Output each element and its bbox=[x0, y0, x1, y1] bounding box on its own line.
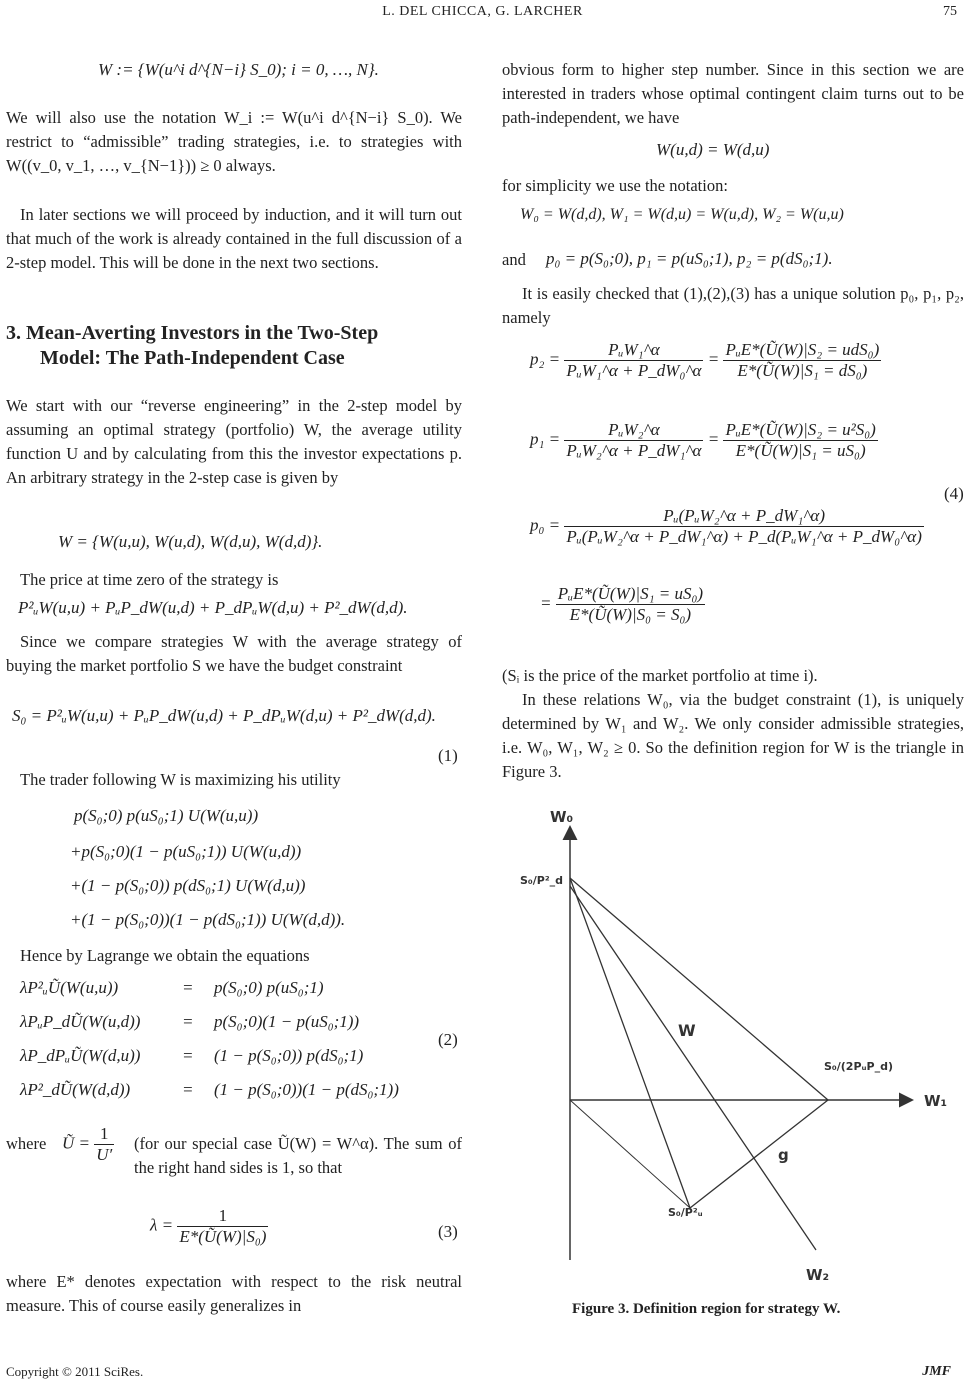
paragraph-e-star: where E* denotes expectation with respect to the risk neutral measure. This of course easily generalizes in bbox=[6, 1272, 462, 1315]
lagrange-lhs-2: λPᵤP_dŨ(W(u,d)) bbox=[20, 1012, 141, 1031]
equation-lambda: λ = $\frac{1}{\text{E*(Ũ(W)|S₀)}}$ bbox=[150, 1206, 267, 1246]
equation-u-tilde: Ũ = $\frac{1}{U'}$ bbox=[62, 1124, 113, 1164]
equation-number-3: (3) bbox=[438, 1222, 458, 1241]
equation-number-1: (1) bbox=[438, 746, 458, 765]
paragraph-relations: In these relations W₀, via the budget constraint (1), is uniquely determined by W₁ and W₂. We only consider admissible strategies, i.e. W₀, W₁, W₂ ≥ 0. So the definition region for W is the triangle in Figure 3. bbox=[502, 690, 964, 781]
journal-name: JMF bbox=[922, 1364, 951, 1379]
right-intercept-label: S₀/(2PᵤP_d) bbox=[824, 1060, 893, 1073]
equation-p2: p₂ = $\frac{\text{PᵤW₁\textasciicircum{}α}}{\text{PᵤW₁\textasciicircum{}α + P\_dW₀\textasciicircum{}α}}$ = $\frac{\text{PᵤE*(Ũ(W)|S₂ = udS₀)}}{\text{E*(Ũ(W)|S₁ = dS₀)}}$ bbox=[530, 340, 880, 380]
bottom-intercept-label: S₀/P²ᵤ bbox=[668, 1206, 703, 1219]
paragraph-si: (Sᵢ is the price of the market portfolio at time i). bbox=[502, 666, 818, 685]
equation-number-2: (2) bbox=[438, 1030, 458, 1049]
triangle-edge-top bbox=[570, 878, 828, 1100]
w1-axis-label: W₁ bbox=[924, 1092, 948, 1110]
equation-p-notation: p₀ = p(S₀;0), p₁ = p(uS₀;1), p₂ = p(dS₀;1). bbox=[546, 249, 833, 268]
word-where: where bbox=[6, 1134, 47, 1153]
equation-number-4: (4) bbox=[944, 484, 964, 503]
word-and: and bbox=[502, 250, 526, 269]
utility-line-4: +(1 − p(S₀;0))(1 − p(dS₀;1)) U(W(d,d)). bbox=[70, 910, 346, 929]
w0-axis-label: W₀ bbox=[550, 808, 574, 826]
equation-w-definition: W := {W(u^i d^{N−i} S_0); i = 0, …, N}. bbox=[98, 60, 379, 79]
utility-line-3: +(1 − p(S₀;0)) p(dS₀;1) U(W(d,u)) bbox=[70, 876, 306, 895]
triangle-edge-diag bbox=[570, 878, 690, 1208]
paragraph-unique-solution: It is easily checked that (1),(2),(3) has a unique solution p₀, p₁, p₂, namely bbox=[502, 284, 964, 327]
equation-p0-expectation: = $\frac{\text{PᵤE*(Ũ(W)|S₁ = uS₀)}}{\text{E*(Ũ(W)|S₀ = S₀)}}$ bbox=[540, 584, 704, 624]
utility-line-2: +p(S₀;0)(1 − p(uS₀;1)) U(W(u,d)) bbox=[70, 842, 302, 861]
figure-definition-region bbox=[506, 800, 960, 1290]
paragraph-price: The price at time zero of the strategy is bbox=[20, 570, 279, 589]
line-g-label: g bbox=[778, 1146, 789, 1164]
equation-path-independent: W(u,d) = W(d,u) bbox=[656, 140, 770, 159]
equation-budget: S₀ = P²ᵤW(u,u) + PᵤP_dW(u,d) + P_dPᵤW(d,u) + P²_dW(d,d). bbox=[12, 706, 436, 725]
paragraph-notation: We will also use the notation W_i := W(u^i d^{N−i} S_0). We restrict to “admissible” trading strategies, i.e. to strategies with W((v_0, v_1, …, v_{N−1})) ≥ 0 always. bbox=[6, 108, 462, 175]
paragraph-simplicity: for simplicity we use the notation: bbox=[502, 176, 728, 195]
figure-caption: Figure 3. Definition region for strategy W. bbox=[572, 1301, 841, 1317]
paragraph-budget: Since we compare strategies W with the average strategy of buying the market portfolio S we have the budget constraint bbox=[6, 632, 462, 675]
paragraph-trader: The trader following W is maximizing his utility bbox=[20, 770, 341, 789]
paragraph-lagrange: Hence by Lagrange we obtain the equations bbox=[20, 946, 310, 965]
w2-axis-label: W₂ bbox=[806, 1266, 830, 1284]
top-intercept-label: S₀/P²_d bbox=[520, 874, 564, 887]
equation-price: P²ᵤW(u,u) + PᵤP_dW(u,d) + P_dPᵤW(d,u) + P²_dW(d,d). bbox=[18, 598, 408, 617]
equation-p0: p₀ = $\frac{\text{Pᵤ(PᵤW₂\textasciicircum{}α + P\_dW₁\textasciicircum{}α)}}{\text{Pᵤ(PᵤW₂\textasciicircum{}α + P\_dW₁\textasciicircum{}α) + P\_d(PᵤW₁\textasciicircum{}α + P\_dW₀\textasciicircum{}α)}}$ bbox=[530, 506, 922, 546]
triangle-edge-bottom bbox=[690, 1100, 828, 1208]
utility-line-1: p(S₀;0) p(uS₀;1) U(W(u,u)) bbox=[74, 806, 259, 825]
lagrange-rhs-4: (1 − p(S₀;0))(1 − p(dS₀;1)) bbox=[214, 1080, 399, 1099]
paragraph-path-independent: obvious form to higher step number. Since in this section we are interested in traders whose optimal contingent claim turns out to be path-independent, we have bbox=[502, 60, 964, 127]
lagrange-rhs-1: p(S₀;0) p(uS₀;1) bbox=[214, 978, 324, 997]
running-header: L. DEL CHICCA, G. LARCHER bbox=[382, 4, 583, 19]
region-label: W bbox=[678, 1021, 696, 1040]
equation-p1: p₁ = $\frac{\text{PᵤW₂\textasciicircum{}α}}{\text{PᵤW₂\textasciicircum{}α + P\_dW₁\textasciicircum{}α}}$ = $\frac{\text{PᵤE*(Ũ(W)|S₂ = u²S₀)}}{\text{E*(Ũ(W)|S₁ = uS₀)}}$ bbox=[530, 420, 876, 460]
lagrange-lhs-4: λP²_dŨ(W(d,d)) bbox=[20, 1080, 131, 1099]
lagrange-rhs-2: p(S₀;0)(1 − p(uS₀;1)) bbox=[214, 1012, 360, 1031]
lagrange-rhs-3: (1 − p(S₀;0)) p(dS₀;1) bbox=[214, 1046, 364, 1065]
equation-w-notation: W₀ = W(d,d), W₁ = W(d,u) = W(u,d), W₂ = W(u,u) bbox=[520, 206, 844, 223]
section-heading-line-1: 3. Mean-Averting Investors in the Two-Step bbox=[6, 322, 379, 344]
equation-strategy: W = {W(u,u), W(u,d), W(d,u), W(d,d)}. bbox=[58, 532, 323, 551]
section-heading-line-2: Model: The Path-Independent Case bbox=[40, 347, 345, 369]
paragraph-reverse-engineering: We start with our “reverse engineering” in the 2-step model by assuming an optimal strategy (portfolio) W, the average utility function U and by calculating from this the investor expectations p. An arbitrary strategy in the 2-step case is given by bbox=[6, 396, 462, 487]
w2-axis-line bbox=[570, 1100, 690, 1208]
page-number: 75 bbox=[943, 4, 957, 19]
paragraph-special-case: (for our special case Ũ(W) = W^α). The sum of the right hand sides is 1, so that bbox=[134, 1134, 462, 1177]
lagrange-lhs-3: λP_dPᵤŨ(W(d,u)) bbox=[20, 1046, 141, 1065]
lagrange-lhs-1: λP²ᵤŨ(W(u,u)) bbox=[20, 978, 119, 997]
paragraph-induction: In later sections we will proceed by induction, and it will turn out that much of the work is already contained in the full discussion of a 2-step model. This will be done in the next two sections. bbox=[6, 205, 462, 272]
line-g bbox=[570, 886, 816, 1250]
copyright: Copyright © 2011 SciRes. bbox=[6, 1364, 144, 1379]
